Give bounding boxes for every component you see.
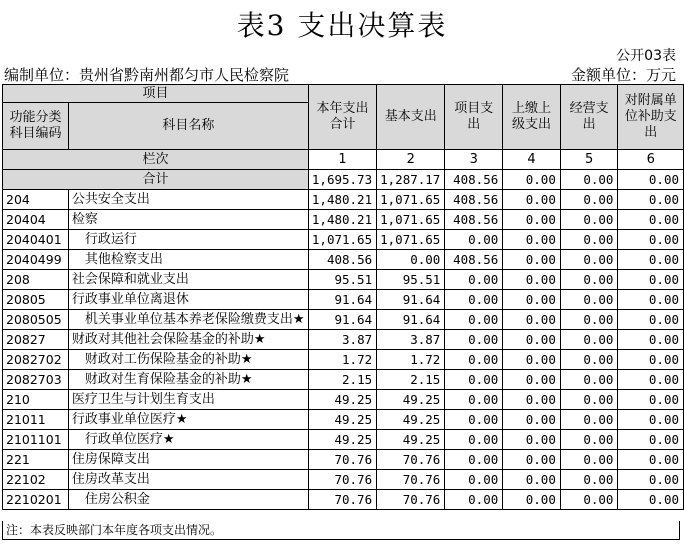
cell-operating: 0.00 xyxy=(560,370,618,390)
table-row xyxy=(3,490,684,510)
cell-code: 204 xyxy=(3,190,69,210)
cell-subsidiary: 0.00 xyxy=(618,490,684,510)
table-row xyxy=(3,250,684,270)
cell-project: 0.00 xyxy=(445,430,503,450)
cell-project: 0.00 xyxy=(445,410,503,430)
cell-upper: 0.00 xyxy=(503,190,561,210)
cell-total-exp: 1,480.21 xyxy=(308,190,376,210)
cell-name: 行政事业单位离退休 xyxy=(68,290,308,310)
cell-operating: 0.00 xyxy=(560,430,618,450)
cell-upper: 0.00 xyxy=(503,350,561,370)
cell-subsidiary: 0.00 xyxy=(618,410,684,430)
table-row xyxy=(3,390,684,410)
cell-subsidiary: 0.00 xyxy=(618,350,684,370)
cell-total-exp: 49.25 xyxy=(308,430,376,450)
cell-code: 2040499 xyxy=(3,250,69,270)
cell-subsidiary: 0.00 xyxy=(618,450,684,470)
total-cell: 0.00 xyxy=(560,170,618,190)
table-row xyxy=(3,350,684,370)
cell-operating: 0.00 xyxy=(560,350,618,370)
cell-total-exp: 91.64 xyxy=(308,290,376,310)
cell-upper: 0.00 xyxy=(503,210,561,230)
cell-upper: 0.00 xyxy=(503,330,561,350)
cell-code: 20805 xyxy=(3,290,69,310)
cell-name: 财政对其他社会保险基金的补助★ xyxy=(68,330,308,350)
cell-total-exp: 408.56 xyxy=(308,250,376,270)
cell-name: 住房改革支出 xyxy=(68,470,308,490)
cell-code: 2210201 xyxy=(3,490,69,510)
cell-project: 0.00 xyxy=(445,490,503,510)
cell-operating: 0.00 xyxy=(560,470,618,490)
cell-basic: 1,071.65 xyxy=(377,230,445,250)
col-index: 5 xyxy=(560,150,618,170)
cell-project: 0.00 xyxy=(445,370,503,390)
table-row xyxy=(3,270,684,290)
cell-basic: 70.76 xyxy=(377,490,445,510)
cell-total-exp: 95.51 xyxy=(308,270,376,290)
cell-basic: 49.25 xyxy=(377,430,445,450)
cell-operating: 0.00 xyxy=(560,490,618,510)
table-code: 公开03表 xyxy=(616,48,676,64)
total-cell: 0.00 xyxy=(618,170,684,190)
col-index: 3 xyxy=(445,150,503,170)
header-item: 项目 xyxy=(3,85,309,103)
cell-upper: 0.00 xyxy=(503,270,561,290)
cell-code: 2101101 xyxy=(3,430,69,450)
cell-project: 0.00 xyxy=(445,390,503,410)
cell-upper: 0.00 xyxy=(503,450,561,470)
table-row xyxy=(3,290,684,310)
cell-code: 2080505 xyxy=(3,310,69,330)
cell-subsidiary: 0.00 xyxy=(618,210,684,230)
cell-upper: 0.00 xyxy=(503,250,561,270)
cell-code: 2082702 xyxy=(3,350,69,370)
cell-code: 210 xyxy=(3,390,69,410)
table-note: 注：本表反映部门本年度各项支出情况。 xyxy=(2,521,680,540)
table-row xyxy=(3,210,684,230)
amount-unit: 金额单位：万元 xyxy=(570,66,676,84)
cell-total-exp: 70.76 xyxy=(308,470,376,490)
cell-code: 22102 xyxy=(3,470,69,490)
cell-total-exp: 70.76 xyxy=(308,450,376,470)
cell-name: 财政对工伤保险基金的补助★ xyxy=(68,350,308,370)
header-upper: 上缴上级支出 xyxy=(503,85,561,150)
table-row xyxy=(3,470,684,490)
cell-project: 0.00 xyxy=(445,290,503,310)
cell-project: 408.56 xyxy=(445,190,503,210)
cell-code: 208 xyxy=(3,270,69,290)
cell-upper: 0.00 xyxy=(503,370,561,390)
cell-project: 0.00 xyxy=(445,330,503,350)
expenditure-table xyxy=(2,84,684,510)
cell-total-exp: 49.25 xyxy=(308,390,376,410)
total-cell: 0.00 xyxy=(503,170,561,190)
cell-subsidiary: 0.00 xyxy=(618,190,684,210)
cell-project: 408.56 xyxy=(445,250,503,270)
cell-name: 住房保障支出 xyxy=(68,450,308,470)
cell-upper: 0.00 xyxy=(503,230,561,250)
cell-name: 行政事业单位医疗★ xyxy=(68,410,308,430)
cell-operating: 0.00 xyxy=(560,330,618,350)
cell-name: 医疗卫生与计划生育支出 xyxy=(68,390,308,410)
table-row xyxy=(3,410,684,430)
cell-operating: 0.00 xyxy=(560,190,618,210)
col-index: 1 xyxy=(308,150,376,170)
cell-operating: 0.00 xyxy=(560,310,618,330)
cell-subsidiary: 0.00 xyxy=(618,230,684,250)
cell-basic: 1,071.65 xyxy=(377,210,445,230)
cell-code: 21011 xyxy=(3,410,69,430)
header-func-code: 功能分类科目编码 xyxy=(3,103,69,150)
cell-basic: 3.87 xyxy=(377,330,445,350)
cell-name: 其他检察支出 xyxy=(68,250,308,270)
cell-upper: 0.00 xyxy=(503,470,561,490)
table-row xyxy=(3,370,684,390)
cell-code: 2040401 xyxy=(3,230,69,250)
row-order-label: 栏次 xyxy=(3,150,309,170)
cell-project: 0.00 xyxy=(445,450,503,470)
cell-total-exp: 1,480.21 xyxy=(308,210,376,230)
col-index: 2 xyxy=(377,150,445,170)
header-name: 科目名称 xyxy=(68,103,308,150)
cell-total-exp: 1.72 xyxy=(308,350,376,370)
cell-basic: 49.25 xyxy=(377,390,445,410)
total-cell: 408.56 xyxy=(445,170,503,190)
total-row xyxy=(3,170,684,190)
cell-code: 20404 xyxy=(3,210,69,230)
cell-code: 20827 xyxy=(3,330,69,350)
cell-operating: 0.00 xyxy=(560,270,618,290)
cell-operating: 0.00 xyxy=(560,290,618,310)
cell-project: 0.00 xyxy=(445,470,503,490)
cell-code: 2082703 xyxy=(3,370,69,390)
cell-subsidiary: 0.00 xyxy=(618,310,684,330)
header-operating: 经营支出 xyxy=(560,85,618,150)
cell-basic: 91.64 xyxy=(377,290,445,310)
compiling-unit: 编制单位：贵州省黔南州都匀市人民检察院 xyxy=(4,66,290,84)
cell-subsidiary: 0.00 xyxy=(618,290,684,310)
cell-operating: 0.00 xyxy=(560,390,618,410)
cell-upper: 0.00 xyxy=(503,490,561,510)
cell-operating: 0.00 xyxy=(560,230,618,250)
header-total-exp: 本年支出合计 xyxy=(308,85,376,150)
cell-project: 0.00 xyxy=(445,350,503,370)
cell-total-exp: 49.25 xyxy=(308,410,376,430)
cell-subsidiary: 0.00 xyxy=(618,270,684,290)
table-row xyxy=(3,230,684,250)
table-row xyxy=(3,310,684,330)
total-cell: 1,287.17 xyxy=(377,170,445,190)
cell-total-exp: 1,071.65 xyxy=(308,230,376,250)
cell-subsidiary: 0.00 xyxy=(618,470,684,490)
cell-basic: 0.00 xyxy=(377,250,445,270)
cell-operating: 0.00 xyxy=(560,410,618,430)
col-index: 4 xyxy=(503,150,561,170)
col-index: 6 xyxy=(618,150,684,170)
column-index-row xyxy=(3,150,684,170)
cell-project: 408.56 xyxy=(445,210,503,230)
cell-project: 0.00 xyxy=(445,230,503,250)
cell-basic: 2.15 xyxy=(377,370,445,390)
cell-basic: 95.51 xyxy=(377,270,445,290)
cell-basic: 1,071.65 xyxy=(377,190,445,210)
cell-project: 0.00 xyxy=(445,310,503,330)
cell-subsidiary: 0.00 xyxy=(618,430,684,450)
table-row xyxy=(3,430,684,450)
table-row xyxy=(3,190,684,210)
cell-total-exp: 70.76 xyxy=(308,490,376,510)
cell-subsidiary: 0.00 xyxy=(618,390,684,410)
cell-operating: 0.00 xyxy=(560,450,618,470)
cell-subsidiary: 0.00 xyxy=(618,250,684,270)
cell-operating: 0.00 xyxy=(560,250,618,270)
cell-name: 公共安全支出 xyxy=(68,190,308,210)
cell-subsidiary: 0.00 xyxy=(618,330,684,350)
total-cell: 1,695.73 xyxy=(308,170,376,190)
page-title: 表3 支出决算表 xyxy=(236,9,448,42)
header-subsidiary: 对附属单位补助支出 xyxy=(618,85,684,150)
cell-upper: 0.00 xyxy=(503,410,561,430)
cell-name: 机关事业单位基本养老保险缴费支出★ xyxy=(68,310,308,330)
cell-upper: 0.00 xyxy=(503,430,561,450)
table-row xyxy=(3,330,684,350)
cell-project: 0.00 xyxy=(445,270,503,290)
header-project: 项目支出 xyxy=(445,85,503,150)
cell-basic: 1.72 xyxy=(377,350,445,370)
table-row xyxy=(3,450,684,470)
cell-name: 行政运行 xyxy=(68,230,308,250)
cell-upper: 0.00 xyxy=(503,390,561,410)
cell-total-exp: 91.64 xyxy=(308,310,376,330)
cell-upper: 0.00 xyxy=(503,290,561,310)
cell-basic: 70.76 xyxy=(377,450,445,470)
cell-basic: 91.64 xyxy=(377,310,445,330)
cell-operating: 0.00 xyxy=(560,210,618,230)
data-rows xyxy=(3,190,684,510)
cell-code: 221 xyxy=(3,450,69,470)
cell-basic: 70.76 xyxy=(377,470,445,490)
cell-name: 行政单位医疗★ xyxy=(68,430,308,450)
total-label: 合计 xyxy=(3,170,309,190)
cell-total-exp: 2.15 xyxy=(308,370,376,390)
cell-name: 住房公积金 xyxy=(68,490,308,510)
cell-name: 社会保障和就业支出 xyxy=(68,270,308,290)
cell-subsidiary: 0.00 xyxy=(618,370,684,390)
cell-upper: 0.00 xyxy=(503,310,561,330)
cell-total-exp: 3.87 xyxy=(308,330,376,350)
cell-basic: 49.25 xyxy=(377,410,445,430)
header-basic: 基本支出 xyxy=(377,85,445,150)
cell-name: 检察 xyxy=(68,210,308,230)
cell-name: 财政对生育保险基金的补助★ xyxy=(68,370,308,390)
header-row-1 xyxy=(3,85,684,103)
